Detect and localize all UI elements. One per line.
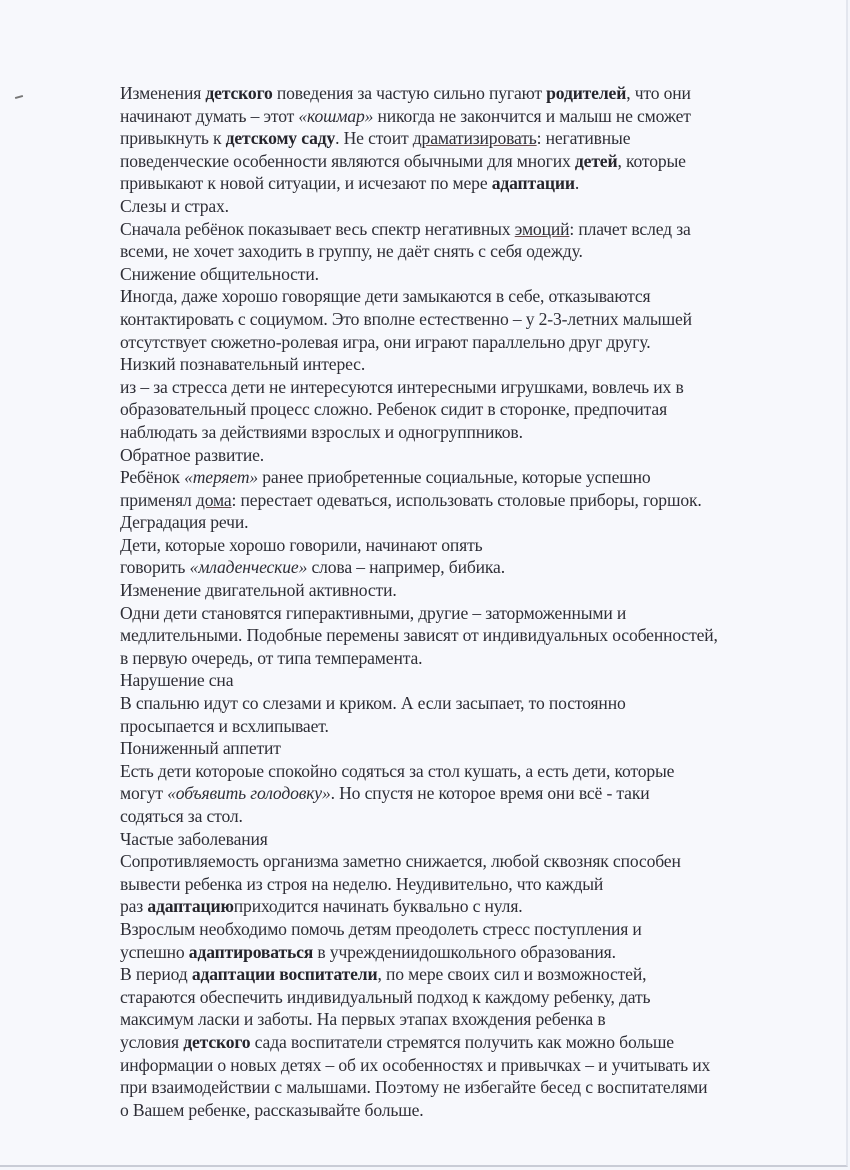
text-line xyxy=(120,782,780,805)
text-line xyxy=(120,105,780,128)
text-run: сада воспитатели стремятся получить как можно больше xyxy=(250,1031,674,1052)
bold-text: адаптации xyxy=(491,173,575,194)
text-run: контактировать с социумом. Это вполне естественно – у 2-3-летних малышей xyxy=(120,308,692,329)
text-line xyxy=(120,421,780,444)
text-line xyxy=(120,873,780,896)
text-run: Сначала ребёнок показывает весь спектр негативных xyxy=(120,218,515,239)
text-run: Слезы и страх. xyxy=(120,195,229,216)
text-run: начинают думать – этот xyxy=(120,105,299,126)
italic-text: «объявить голодовку» xyxy=(167,783,331,804)
text-run: успешно xyxy=(120,941,189,962)
scan-speck xyxy=(15,95,23,99)
text-line xyxy=(120,1099,780,1122)
bold-text: детского xyxy=(183,1031,251,1052)
text-line xyxy=(120,511,780,534)
italic-text: «кошмар» xyxy=(298,105,374,126)
text-line xyxy=(120,150,780,173)
text-line xyxy=(120,669,780,692)
text-run: вывести ребенка из строя на неделю. Неудивительно, что каждый xyxy=(120,873,604,894)
text-run: . Не стоит xyxy=(335,128,413,149)
text-line xyxy=(120,353,780,376)
text-run: , которые xyxy=(617,150,686,171)
bold-text: детского xyxy=(205,83,273,103)
text-line xyxy=(120,331,780,354)
text-run: образовательный процесс сложно. Ребенок сидит в сторонке, предпочитая xyxy=(120,399,668,420)
text-run: стараются обеспечить индивидуальный подход к каждому ребенку, дать xyxy=(120,986,651,1007)
text-line xyxy=(120,850,780,873)
text-line xyxy=(120,82,780,105)
text-run: Есть дети котороые спокойно содяться за стол кушать, а есть дети, которые xyxy=(120,760,675,781)
text-run: условия xyxy=(120,1031,184,1052)
text-run: поведения за частую сильно пугают xyxy=(272,83,547,103)
text-run: раз xyxy=(120,896,148,917)
text-line xyxy=(120,941,780,964)
text-line xyxy=(120,1008,780,1031)
text-run: Деградация речи. xyxy=(120,512,249,533)
text-run: Обратное развитие. xyxy=(120,444,265,465)
text-line xyxy=(120,398,780,421)
bold-text: адаптацию xyxy=(147,896,234,917)
text-run: информации о новых детях – об их особенностях и привычках – и учитывать их xyxy=(120,1054,711,1075)
text-run: В спальню идут со слезами и криком. А если засыпает, то постоянно xyxy=(120,693,626,714)
document-body xyxy=(120,82,780,1121)
text-line xyxy=(120,172,780,195)
text-run: отсутствует сюжетно-ролевая игра, они играют параллельно друг другу. xyxy=(120,331,651,352)
text-run: В период xyxy=(120,964,192,985)
text-run: : негативные xyxy=(536,128,631,149)
italic-text: «теряет» xyxy=(184,467,259,488)
text-line xyxy=(120,805,780,828)
text-run: никогда не закончится и малыш не сможет xyxy=(373,105,691,126)
text-run: Одни дети становятся гиперактивными, другие – заторможенными и xyxy=(120,602,627,623)
bold-text: родителей xyxy=(546,83,627,103)
text-run: Изменение двигательной активности. xyxy=(120,580,397,601)
text-run: в учреждениидошкольного образования. xyxy=(313,941,616,962)
text-run: в первую очередь, от типа темперамента. xyxy=(120,647,423,668)
underlined-text: драматизировать xyxy=(412,128,537,149)
text-run: Дети, которые хорошо говорили, начинают опять xyxy=(120,534,483,555)
text-line xyxy=(120,737,780,760)
text-run: приходится начинать буквально с нуля. xyxy=(233,896,523,917)
text-line xyxy=(120,579,780,602)
text-run: привыкают к новой ситуации, и исчезают по мере xyxy=(120,173,492,194)
text-run: говорить xyxy=(120,557,190,578)
text-run: о Вашем ребенке, рассказывайте больше. xyxy=(120,1099,424,1120)
text-run: слова – например, бибика. xyxy=(307,557,505,578)
text-line xyxy=(120,444,780,467)
bold-text: адаптироваться xyxy=(188,941,314,962)
text-line xyxy=(120,647,780,670)
text-run: Низкий познавательный интерес. xyxy=(120,354,366,375)
bold-text: адаптации воспитатели xyxy=(191,964,378,985)
text-line xyxy=(120,963,780,986)
text-line xyxy=(120,534,780,557)
text-line xyxy=(120,195,780,218)
text-line xyxy=(120,760,780,783)
text-line xyxy=(120,489,780,512)
text-run: могут xyxy=(120,783,168,804)
text-run: : плачет вслед за xyxy=(569,218,691,239)
text-run: содяться за стол. xyxy=(120,806,243,826)
text-run: максимум ласки и заботы. На первых этапах вхождения ребенка в xyxy=(120,1009,606,1030)
underlined-text: эмоций xyxy=(514,218,570,239)
text-line xyxy=(120,918,780,941)
text-run: при взаимодействии с малышами. Поэтому не избегайте бесед с воспитателями xyxy=(120,1077,708,1098)
italic-text: «младенческие» xyxy=(189,557,308,578)
text-run: : перестает одеваться, использовать столовые приборы, горшок. xyxy=(231,489,702,510)
text-line xyxy=(120,263,780,286)
text-run: просыпается и всхлипывает. xyxy=(120,715,329,736)
underlined-text: дома xyxy=(195,489,232,510)
text-line xyxy=(120,828,780,851)
text-line xyxy=(120,466,780,489)
text-line xyxy=(120,240,780,263)
text-run: наблюдать за действиями взрослых и одногруппников. xyxy=(120,421,523,442)
text-line xyxy=(120,602,780,625)
text-run: из – за стресса дети не интересуются интересными игрушками, вовлечь их в xyxy=(120,376,684,397)
bold-text: детскому саду xyxy=(225,128,336,149)
text-line xyxy=(120,1031,780,1054)
text-run: , по мере своих сил и возможностей, xyxy=(377,964,647,985)
text-line xyxy=(120,895,780,918)
text-run: поведенческие особенности являются обычными для многих xyxy=(120,150,575,171)
text-run: применял xyxy=(120,489,196,510)
text-run: Иногда, даже хорошо говорящие дети замыкаются в себе, отказываются xyxy=(120,286,651,307)
text-run: , что они xyxy=(626,83,691,103)
bold-text: детей xyxy=(574,150,618,171)
text-run: Изменения xyxy=(120,83,206,103)
text-run: Снижение общительности. xyxy=(120,263,319,284)
text-line xyxy=(120,692,780,715)
text-line xyxy=(120,1076,780,1099)
text-line xyxy=(120,986,780,1009)
text-line xyxy=(120,1054,780,1077)
text-line xyxy=(120,624,780,647)
text-line xyxy=(120,218,780,241)
text-run: Ребёнок xyxy=(120,467,185,488)
text-line xyxy=(120,715,780,738)
text-line xyxy=(120,127,780,150)
text-line xyxy=(120,376,780,399)
text-run: ранее приобретенные социальные, которые успешно xyxy=(258,467,651,488)
text-line xyxy=(120,285,780,308)
text-run: Взрослым необходимо помочь детям преодолеть стресс поступления и xyxy=(120,918,642,939)
text-line xyxy=(120,556,780,579)
text-run: . Но спустя не которое время они всё - таки xyxy=(330,783,650,804)
text-run: Сопротивляемость организма заметно снижается, любой сквозняк способен xyxy=(120,851,681,872)
text-run: Частые заболевания xyxy=(120,828,268,849)
text-run: Пониженный аппетит xyxy=(120,738,281,759)
text-run: . xyxy=(574,173,580,194)
text-run: привыкнуть к xyxy=(120,128,226,149)
text-run: медлительными. Подобные перемены зависят от индивидуальных особенностей, xyxy=(120,625,718,646)
text-run: всеми, не хочет заходить в группу, не даёт снять с себя одежду. xyxy=(120,241,583,262)
text-run: Нарушение сна xyxy=(120,670,234,691)
text-line xyxy=(120,308,780,331)
